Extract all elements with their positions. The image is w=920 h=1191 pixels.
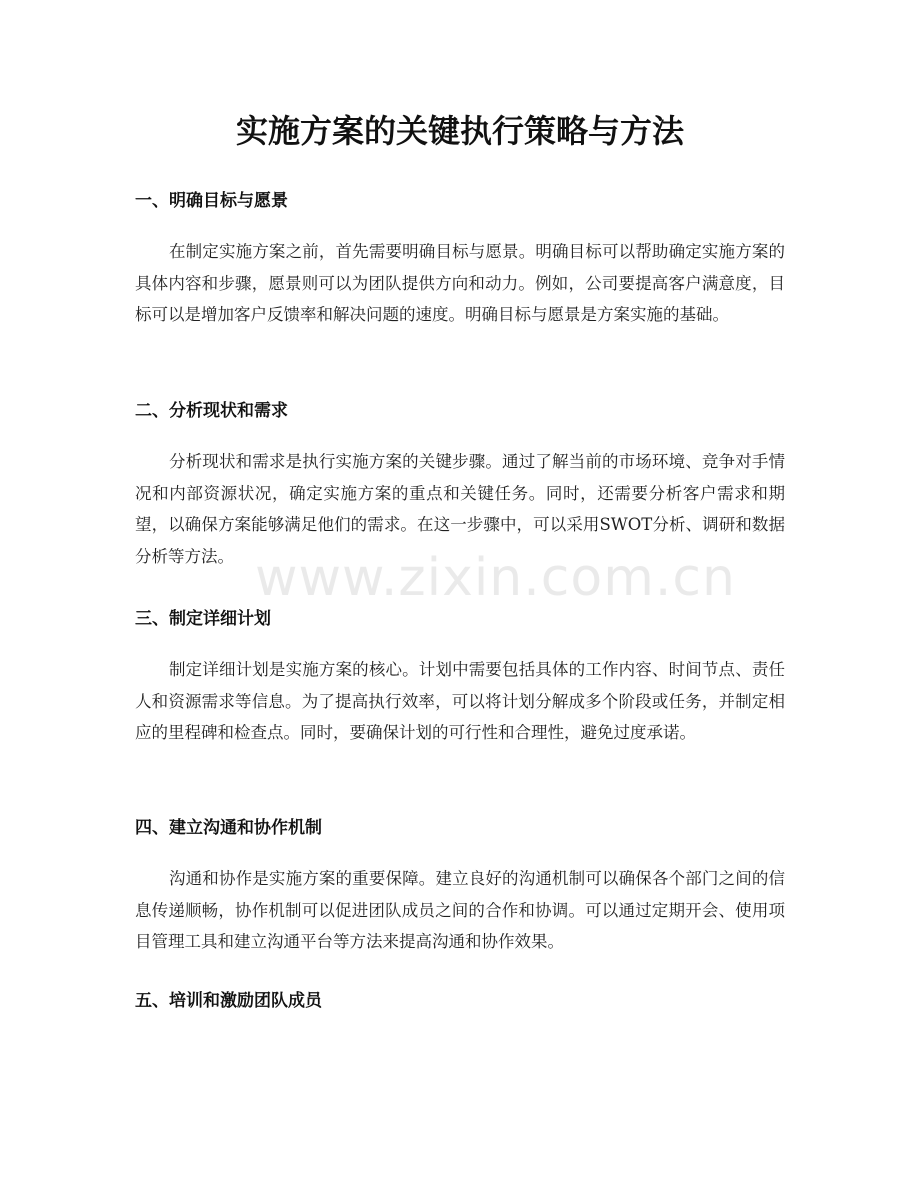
document-title: 实施方案的关键执行策略与方法: [235, 112, 684, 150]
section-paragraph-4: 沟通和协作是实施方案的重要保障。建立良好的沟通机制可以确保各个部门之间的信息传递顺畅，协作机制可以促进团队成员之间的合作和协调。可以通过定期开会、使用项目管理工具和建立沟通平台等方法来提高沟通和协作效果。: [135, 869, 785, 951]
section-heading-3: 三、制定详细计划: [135, 609, 271, 629]
section-heading-5: 五、培训和激励团队成员: [135, 991, 322, 1011]
section-heading-4: 四、建立沟通和协作机制: [135, 818, 322, 838]
section-heading-2: 二、分析现状和需求: [135, 401, 288, 421]
section-paragraph-3: 制定详细计划是实施方案的核心。计划中需要包括具体的工作内容、时间节点、责任人和资源需求等信息。为了提高执行效率，可以将计划分解成多个阶段或任务，并制定相应的里程碑和检查点。同时，要确保计划的可行性和合理性，避免过度承诺。: [135, 660, 785, 742]
section-paragraph-1: 在制定实施方案之前，首先需要明确目标与愿景。明确目标可以帮助确定实施方案的具体内容和步骤，愿景则可以为团队提供方向和动力。例如，公司要提高客户满意度，目标可以是增加客户反馈率和解决问题的速度。明确目标与愿景是方案实施的基础。: [135, 242, 785, 324]
watermark: www.zixin.com.cn: [255, 548, 736, 608]
section-paragraph-2: 分析现状和需求是执行实施方案的关键步骤。通过了解当前的市场环境、竞争对手情况和内部资源状况，确定实施方案的重点和关键任务。同时，还需要分析客户需求和期望，以确保方案能够满足他们的需求。在这一步骤中，可以采用SWOT分析、调研和数据分析等方法。: [135, 452, 785, 566]
section-heading-1: 一、明确目标与愿景: [135, 191, 288, 211]
